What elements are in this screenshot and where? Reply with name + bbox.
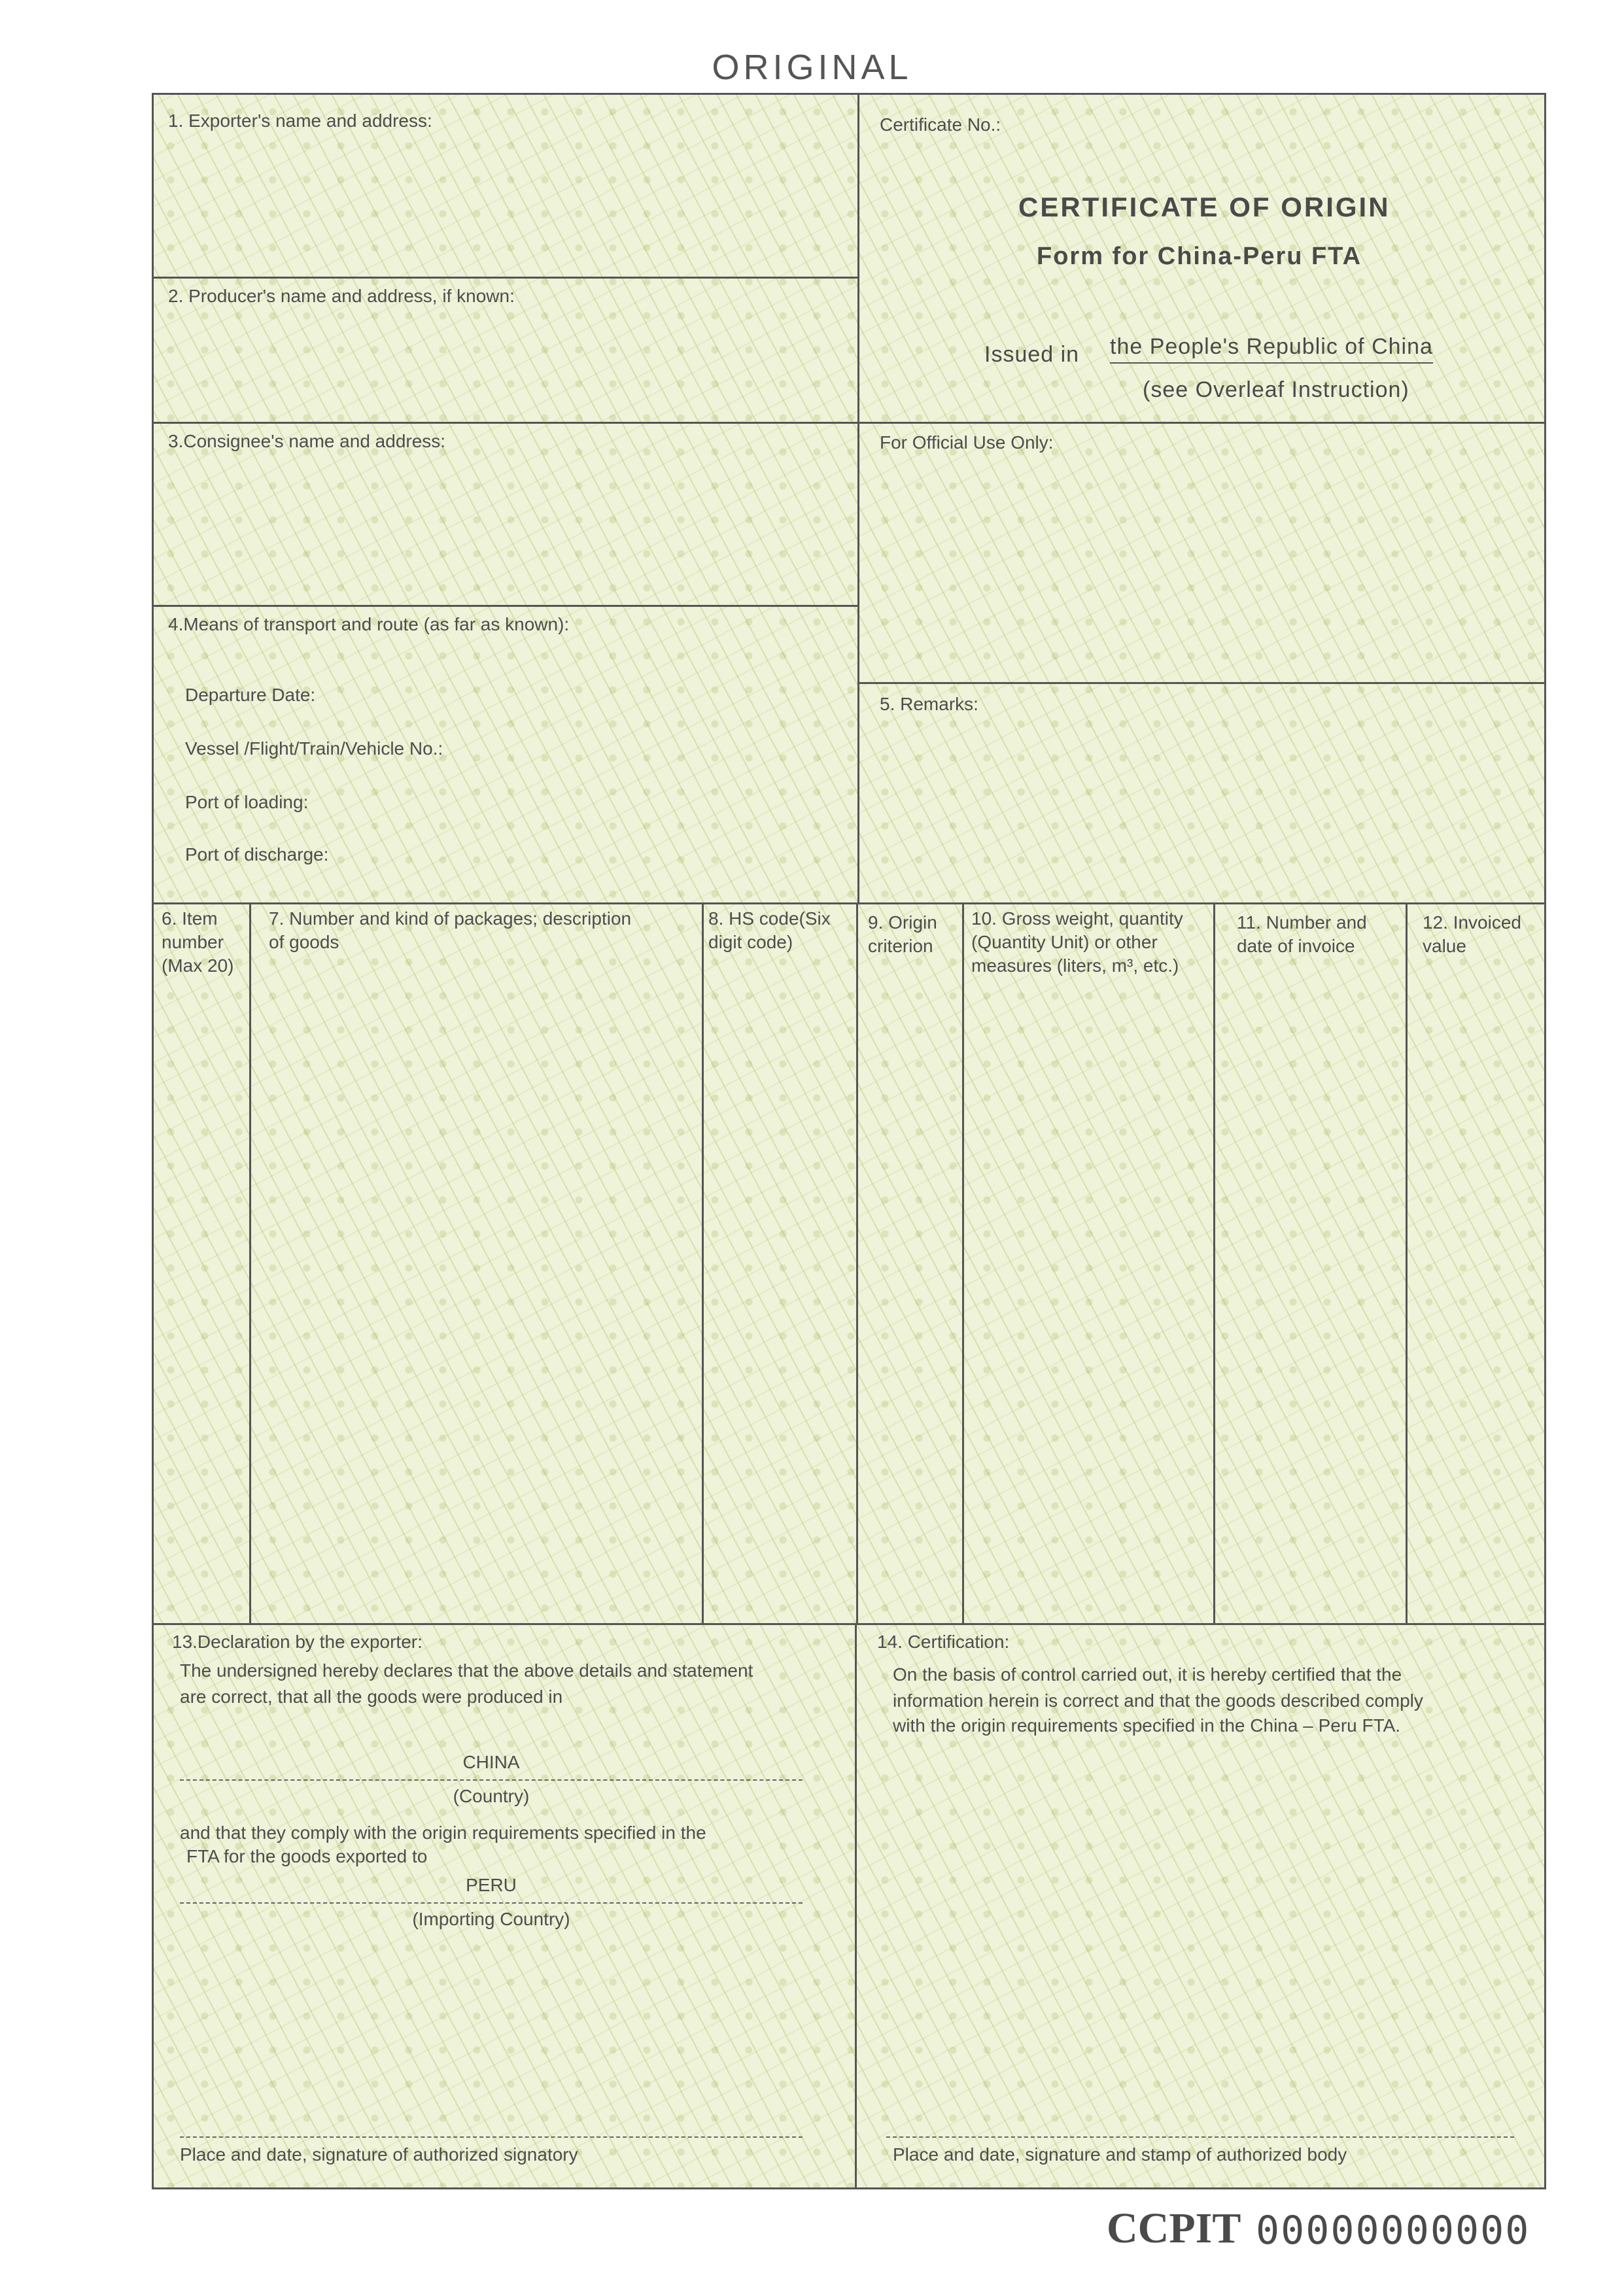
col7-line1: 7. Number and kind of packages; description	[269, 908, 632, 929]
divider-top-vertical	[857, 95, 859, 902]
exporter-label: 1. Exporter's name and address:	[168, 111, 432, 131]
divider-table-bottom	[154, 1623, 1546, 1625]
declaration-line4: FTA for the goods exported to	[186, 1846, 428, 1866]
authority-caption: Place and date, signature and stamp of authorized body	[893, 2144, 1347, 2165]
divider-col9	[962, 902, 964, 1623]
declaration-line2: are correct, that all the goods were produced in	[180, 1687, 563, 1707]
consignee-label: 3.Consignee's name and address:	[168, 431, 446, 451]
declaration-label: 13.Declaration by the exporter:	[172, 1632, 423, 1652]
divider-box1-box2	[154, 277, 857, 279]
col12-line1: 12. Invoiced	[1423, 912, 1521, 933]
col9-line1: 9. Origin	[868, 912, 937, 933]
divider-box2-box3	[154, 422, 1546, 424]
port-discharge-label: Port of discharge:	[185, 844, 329, 865]
col10-line3: measures (liters, m³, etc.)	[971, 955, 1179, 976]
certificate-form	[152, 93, 1546, 2189]
authority-dashed-line	[886, 2136, 1514, 2138]
issuing-country: the People's Republic of China	[1110, 334, 1433, 364]
col6-line2: number	[162, 932, 224, 952]
col11-line1: 11. Number and	[1237, 912, 1367, 933]
col10-line2: (Quantity Unit) or other	[971, 932, 1158, 952]
col12-line2: value	[1423, 936, 1466, 956]
certificate-title: CERTIFICATE OF ORIGIN	[1018, 192, 1391, 222]
certificate-no-label: Certificate No.:	[880, 114, 1001, 135]
official-use-label: For Official Use Only:	[880, 432, 1054, 453]
serial-number: 00000000000	[1256, 2208, 1530, 2253]
certification-label: 14. Certification:	[877, 1632, 1010, 1652]
col9-line2: criterion	[868, 936, 933, 956]
signatory-dashed-line	[180, 2136, 803, 2138]
divider-bottom-vertical	[855, 1623, 857, 2189]
remarks-label: 5. Remarks:	[880, 694, 978, 714]
original-header: ORIGINAL	[712, 48, 912, 87]
importing-country-value: PERU	[466, 1875, 517, 1895]
col11-line2: date of invoice	[1237, 936, 1355, 956]
divider-col6	[249, 902, 251, 1623]
transport-label: 4.Means of transport and route (as far as known):	[168, 614, 570, 634]
declaration-line1: The undersigned hereby declares that the above details and statement	[180, 1660, 753, 1681]
certification-line2: information herein is correct and that the goods described comply	[893, 1690, 1423, 1711]
column-header-hs-code	[708, 907, 831, 954]
col7-line2: of goods	[269, 932, 339, 952]
column-header-invoiced-value	[1423, 911, 1521, 958]
column-header-gross-weight	[971, 907, 1183, 978]
divider-table-top	[154, 902, 1546, 904]
certificate-subtitle: Form for China-Peru FTA	[1037, 243, 1362, 270]
column-header-origin-criterion	[868, 911, 937, 958]
column-header-item-number	[162, 907, 233, 978]
country-dashed-line	[180, 1779, 803, 1781]
importing-country-caption: (Importing Country)	[412, 1909, 570, 1929]
col6-line3: (Max 20)	[162, 955, 234, 976]
divider-col11	[1406, 902, 1408, 1623]
port-loading-label: Port of loading:	[185, 792, 309, 812]
divider-col7	[702, 902, 704, 1623]
divider-col10	[1213, 902, 1215, 1623]
importing-dashed-line	[180, 1902, 803, 1904]
col6-line1: 6. Item	[162, 908, 218, 929]
producer-label: 2. Producer's name and address, if known:	[168, 286, 515, 306]
divider-official-remarks	[857, 682, 1546, 684]
declaration-line3: and that they comply with the origin requirements specified in the	[180, 1823, 706, 1843]
country-caption: (Country)	[453, 1786, 530, 1806]
divider-box3-box4	[154, 605, 857, 607]
col8-line1: 8. HS code(Six	[708, 908, 831, 929]
issued-in-label: Issued in	[984, 342, 1080, 367]
column-header-packages	[269, 907, 631, 954]
country-value: CHINA	[462, 1752, 520, 1772]
divider-col8	[856, 902, 858, 1623]
col8-line2: digit code)	[708, 932, 793, 952]
column-header-invoice	[1237, 911, 1367, 958]
vessel-label: Vessel /Flight/Train/Vehicle No.:	[185, 738, 443, 759]
certification-line3: with the origin requirements specified in the China – Peru FTA.	[893, 1715, 1401, 1736]
certification-line1: On the basis of control carried out, it is hereby certified that the	[893, 1664, 1402, 1685]
signatory-caption: Place and date, signature of authorized signatory	[180, 2144, 578, 2165]
serial-prefix: CCPIT	[1107, 2204, 1241, 2252]
overleaf-instruction: (see Overleaf Instruction)	[1143, 377, 1409, 402]
departure-date-label: Departure Date:	[185, 685, 316, 705]
col10-line1: 10. Gross weight, quantity	[971, 908, 1183, 929]
